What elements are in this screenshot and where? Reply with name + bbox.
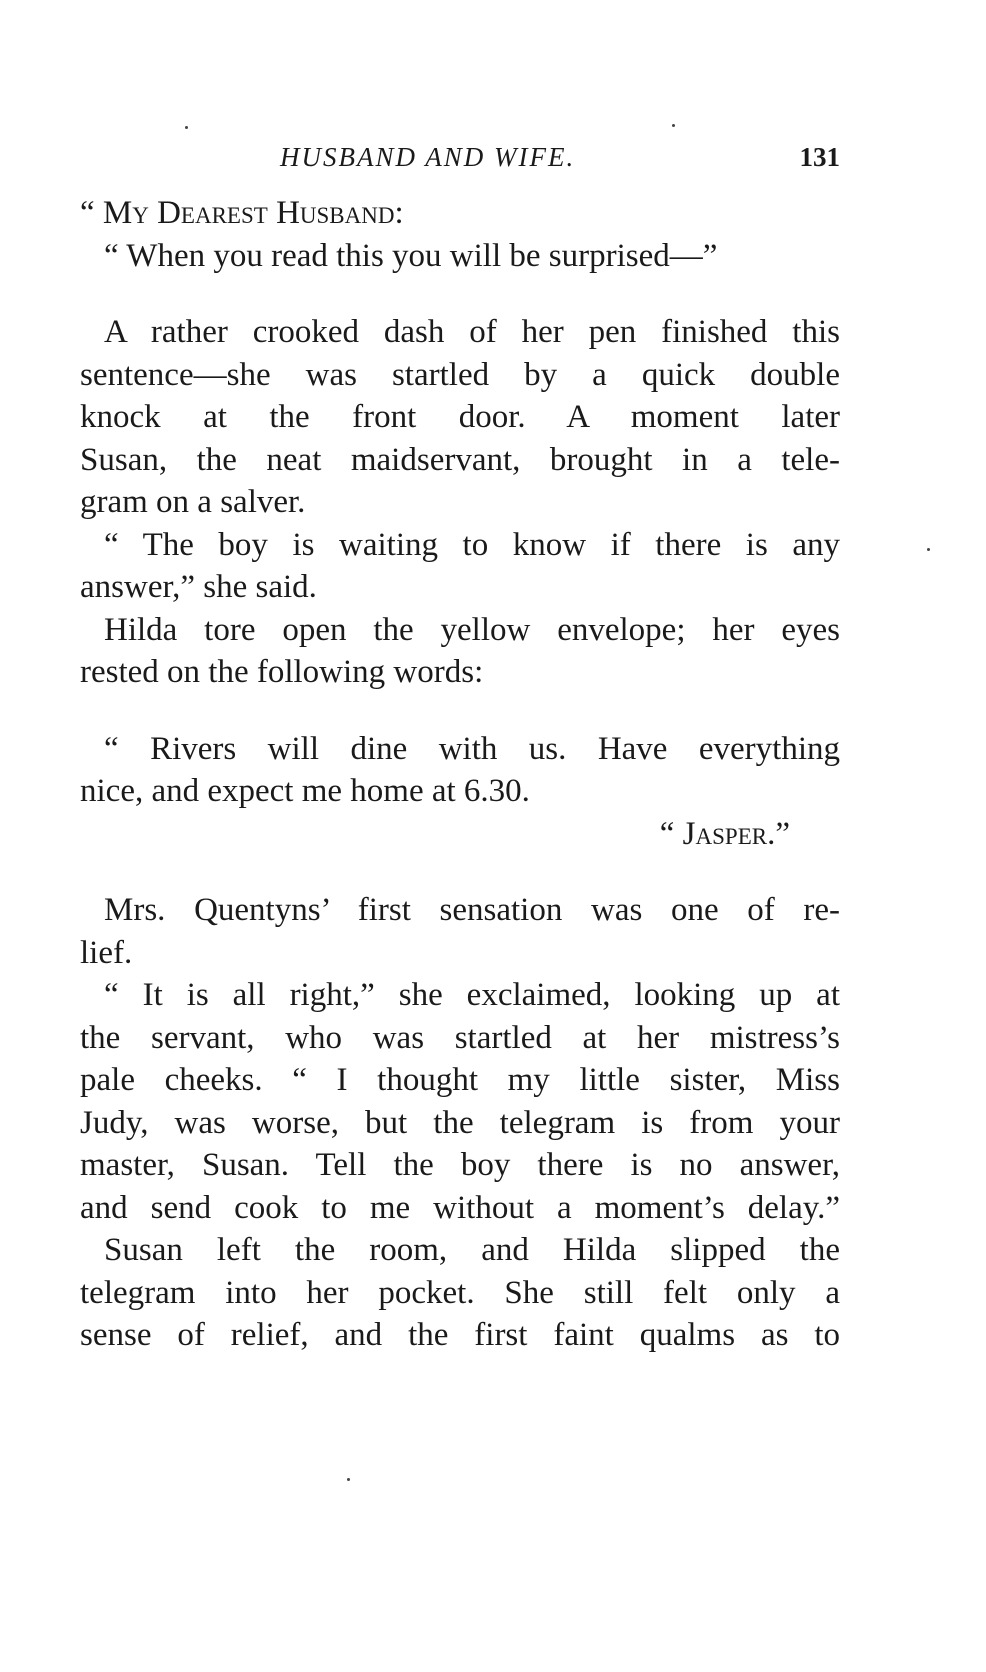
page-speck: [672, 124, 675, 127]
spacer: [80, 694, 840, 728]
letter-line: “ When you read this you will be surprised—”: [104, 237, 718, 274]
text-line: Susan left the room, and Hilda slipped the: [104, 1232, 840, 1268]
running-header: [80, 142, 840, 182]
text-line: Hilda tore open the yellow envelope; her eyes: [104, 611, 840, 648]
text-line: rested on the following words:: [80, 654, 484, 690]
spacer: [80, 277, 840, 311]
text-line: telegram into her pocket. She still felt only a: [80, 1274, 840, 1311]
text-line: pale cheeks. “ I thought my little sister, Miss: [80, 1062, 840, 1098]
text-line: sentence—she was startled by a quick double: [80, 356, 840, 393]
telegram-line: nice, and expect me home at 6.30.: [80, 773, 530, 809]
telegram-signature: “ Jasper.”: [659, 815, 790, 852]
body-text: [80, 192, 840, 1357]
text-line: gram on a salver.: [80, 484, 306, 520]
page-speck: [185, 126, 188, 129]
text-line: knock at the front door. A moment later: [80, 399, 840, 435]
text-line: “ It is all right,” she exclaimed, looking up at: [104, 977, 840, 1013]
text-line: “ The boy is waiting to know if there is any: [104, 526, 840, 563]
text-line: and send cook to me without a moment’s delay.”: [80, 1189, 840, 1226]
page-speck: [347, 1478, 350, 1481]
telegram-line: “ Rivers will dine with us. Have everything: [104, 730, 840, 767]
text-line: master, Susan. Tell the boy there is no answer,: [80, 1147, 840, 1183]
text-line: sense of relief, and the first faint qualms as to: [80, 1317, 840, 1353]
page-number: 131: [799, 142, 840, 172]
text-line: Mrs. Quentyns’ first sensation was one of re-: [104, 892, 840, 928]
running-title: HUSBAND AND WIFE.: [280, 142, 576, 172]
text-line: the servant, who was startled at her mistress’s: [80, 1019, 840, 1056]
salutation-line: “ My Dearest Husband:: [80, 195, 404, 231]
text-line: Susan, the neat maidservant, brought in a tele-: [80, 441, 840, 478]
spacer: [80, 855, 840, 889]
text-line: A rather crooked dash of her pen finished this: [104, 314, 840, 350]
text-line: lief.: [80, 934, 133, 971]
text-line: Judy, was worse, but the telegram is from your: [80, 1104, 840, 1141]
page-speck: [927, 548, 930, 551]
text-line: answer,” she said.: [80, 569, 317, 605]
